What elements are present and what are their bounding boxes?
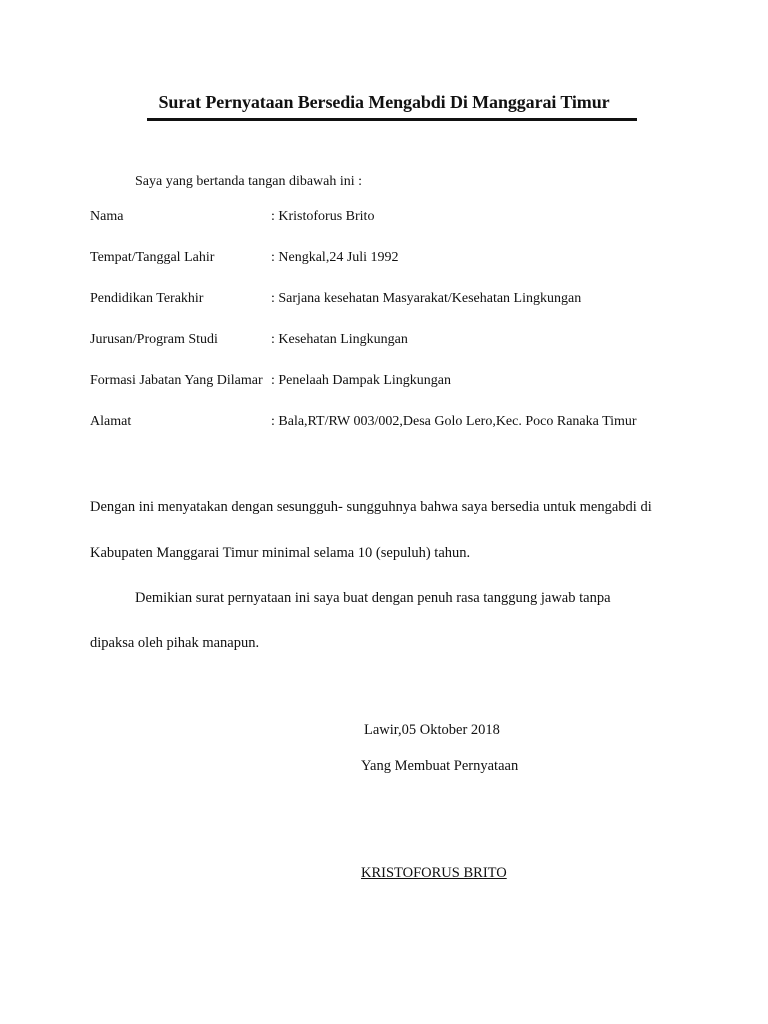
closing-line-2: dipaksa oleh pihak manapun. [90, 635, 260, 651]
document-title: Surat Pernyataan Bersedia Mengabdi Di Manggarai Timur [158, 92, 610, 112]
field-value-jurusan: : Kesehatan Lingkungan [271, 332, 408, 347]
intro-text: Saya yang bertanda tangan dibawah ini : [135, 174, 363, 189]
field-label-jurusan: Jurusan/Program Studi [90, 332, 218, 347]
field-label-formasi: Formasi Jabatan Yang Dilamar [90, 373, 263, 388]
signer-role: Yang Membuat Pernyataan [361, 758, 519, 774]
title-underline [147, 118, 637, 121]
field-value-formasi: : Penelaah Dampak Lingkungan [271, 373, 452, 388]
field-label-tempat-tanggal-lahir: Tempat/Tanggal Lahir [90, 250, 215, 265]
signer-name: KRISTOFORUS BRITO [361, 865, 507, 881]
closing-line-1: Demikian surat pernyataan ini saya buat dengan penuh rasa tanggung jawab tanpa [135, 590, 611, 606]
field-value-pendidikan: : Sarjana kesehatan Masyarakat/Kesehatan Lingkungan [271, 291, 582, 306]
place-date: Lawir,05 Oktober 2018 [364, 722, 500, 738]
field-label-alamat: Alamat [90, 414, 132, 429]
statement-line-2: Kabupaten Manggarai Timur minimal selama 10 (sepuluh) tahun. [90, 545, 471, 561]
field-value-alamat: : Bala,RT/RW 003/002,Desa Golo Lero,Kec. Poco Ranaka Timur [271, 414, 637, 429]
field-value-nama: : Kristoforus Brito [271, 209, 375, 224]
field-label-nama: Nama [90, 209, 124, 224]
field-label-pendidikan: Pendidikan Terakhir [90, 291, 204, 306]
statement-line-1: Dengan ini menyatakan dengan sesungguh- sungguhnya bahwa saya bersedia untuk mengabdi di [90, 499, 652, 515]
field-value-tempat-tanggal-lahir: : Nengkal,24 Juli 1992 [271, 250, 399, 265]
